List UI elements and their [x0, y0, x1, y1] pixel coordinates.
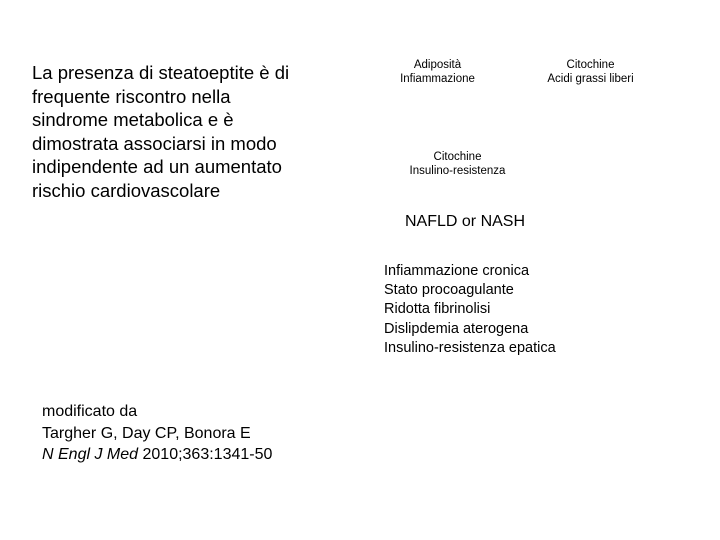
list-item: Dislipdemia aterogena	[384, 320, 529, 337]
label-line: Adiposità	[413, 59, 462, 71]
cytokines-insulin-resistance-label	[395, 150, 520, 178]
citation-details: 2010;363:1341-50	[138, 446, 273, 463]
list-item: Ridotta fibrinolisi	[384, 301, 491, 318]
label-line: Infiammazione	[400, 73, 475, 85]
cytokines-fatty-acids-label	[533, 58, 648, 86]
citation-authors: Targher G, Day CP, Bonora E	[42, 424, 251, 442]
intro-line: rischio cardiovascolare	[32, 179, 221, 201]
label-line: Citochine	[566, 59, 615, 71]
intro-line: frequente riscontro nella	[32, 85, 231, 107]
list-item: Stato procoagulante	[384, 282, 514, 299]
consequences-list	[384, 262, 556, 358]
citation	[42, 401, 272, 466]
intro-text	[32, 61, 332, 202]
label-line: Insulino-resistenza	[409, 165, 506, 177]
list-item: Insulino-resistenza epatica	[384, 339, 556, 356]
adiposity-inflammation-label	[380, 58, 495, 86]
label-line: Citochine	[433, 151, 482, 163]
citation-reference	[42, 444, 272, 466]
intro-line: indipendente ad un aumentato	[32, 156, 282, 177]
citation-journal: N Engl J Med	[42, 446, 139, 463]
citation-line: modificato da	[42, 403, 138, 420]
list-item: Infiammazione cronica	[384, 263, 530, 279]
intro-line: dimostrata associarsi in modo	[32, 132, 277, 154]
label-line: Acidi grassi liberi	[547, 73, 634, 85]
nafld-label: NAFLD or NASH	[405, 213, 526, 230]
intro-line: sindrome metabolica e è	[32, 109, 234, 130]
intro-line: La presenza di steatoeptite è di	[32, 62, 290, 83]
